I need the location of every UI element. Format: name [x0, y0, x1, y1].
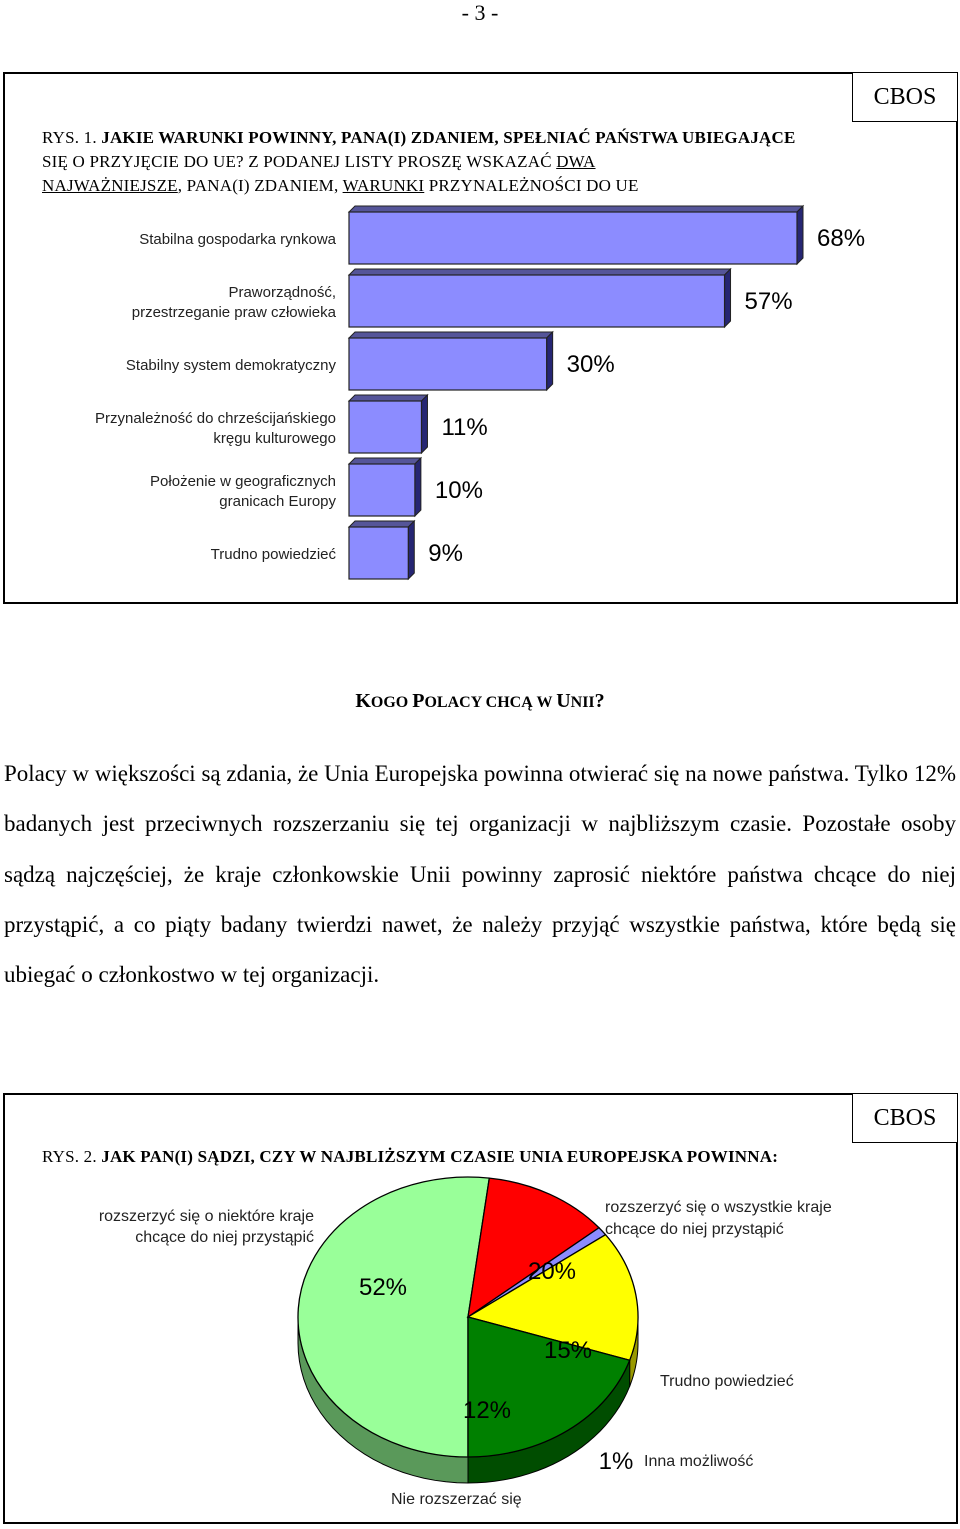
figure-1-prefix: RYS. 1. — [42, 128, 97, 147]
pie-category-label: chcące do niej przystąpić — [605, 1221, 784, 1238]
bar-category-label: Praworządność, — [228, 284, 336, 301]
body-paragraph: Polacy w większości są zdania, że Unia Europejska powinna otwierać się na nowe państwa. Tylko 12% badanych jest przeciwnych rozszerzaniu się tej organizacji w najbliższym czasie. Pozostałe osoby sądzą najczęściej, że kraje członkowskie Unii powinny zaprosić niektóre państwa chcące do niej przystąpić, a co piąty badany twierdzi nawet, że należy przyjąć wszystkie państwa, które będą się ubiegać o członkostwo w tej organizacji. — [4, 761, 956, 988]
figure-1-question-line-3-end: PRZYNALEŻNOŚCI DO UE — [424, 176, 639, 195]
bar-value-label: 30% — [566, 351, 615, 378]
pie-category-label: chcące do niej przystąpić — [135, 1229, 314, 1246]
cbos-source-box-2: CBOS — [852, 1093, 958, 1143]
bar-category-label: Stabilny system demokratyczny — [125, 357, 336, 374]
figure-2-question: JAK PAN(I) SĄDZI, CZY W NAJBLIŻSZYM CZASIE UNIA EUROPEJSKA POWINNA: — [101, 1147, 779, 1166]
figure-1-question-line-1: JAKIE WARUNKI POWINNY, PANA(I) ZDANIEM, SPEŁNIAĆ PAŃSTWA UBIEGAJĄCE — [101, 128, 796, 147]
bar-category-label: Trudno powiedzieć — [210, 546, 336, 563]
pie-category-label: Nie rozszerzać się — [391, 1491, 522, 1508]
page-number: - 3 - — [461, 0, 499, 25]
pie-value-label: 15% — [543, 1337, 593, 1364]
pie-category-label: Trudno powiedzieć — [660, 1373, 794, 1390]
bar-category-label: przestrzeganie praw człowieka — [131, 304, 336, 321]
pie-value-label: 12% — [462, 1397, 512, 1424]
bar-value-label: 11% — [441, 414, 488, 441]
bar-category-label: kręgu kulturowego — [213, 430, 336, 447]
pie-category-label: rozszerzyć się o niektóre kraje — [98, 1208, 314, 1225]
section-heading: KOGO POLACY CHCĄ W UNII? — [355, 690, 605, 712]
figure-2-prefix: RYS. 2. — [42, 1147, 97, 1166]
figure-1-question-emph-najwazniejsze: NAJWAŻNIEJSZE — [42, 176, 178, 195]
figure-1-question-emph-warunki: WARUNKI — [342, 176, 425, 195]
bar-category-label: Przynależność do chrześcijańskiego — [95, 410, 336, 427]
pie-value-label: 20% — [527, 1258, 577, 1285]
pie-value-label: 52% — [358, 1274, 408, 1301]
bar-category-label: granicach Europy — [219, 493, 336, 510]
bar-category-label: Położenie w geograficznych — [150, 473, 336, 490]
figure-1-question-emph-dwa: DWA — [556, 152, 596, 171]
bar-category-label: Stabilna gospodarka rynkowa — [139, 231, 336, 248]
bar-value-label: 57% — [744, 288, 793, 315]
pie-category-label: rozszerzyć się o wszystkie kraje — [605, 1199, 832, 1216]
figure-1-question-line-3: , PANA(I) ZDANIEM, — [177, 176, 343, 195]
figure-1-question-line-2: SIĘ O PRZYJĘCIE DO UE? Z PODANEJ LISTY PROSZĘ WSKAZAĆ — [42, 152, 557, 171]
cbos-source-box-1: CBOS — [852, 72, 958, 122]
bar-value-label: 9% — [428, 540, 463, 567]
bar-value-label: 68% — [817, 225, 866, 252]
pie-value-label: 1% — [598, 1448, 634, 1475]
pie-category-label: Inna możliwość — [644, 1453, 754, 1470]
bar-value-label: 10% — [434, 477, 483, 504]
